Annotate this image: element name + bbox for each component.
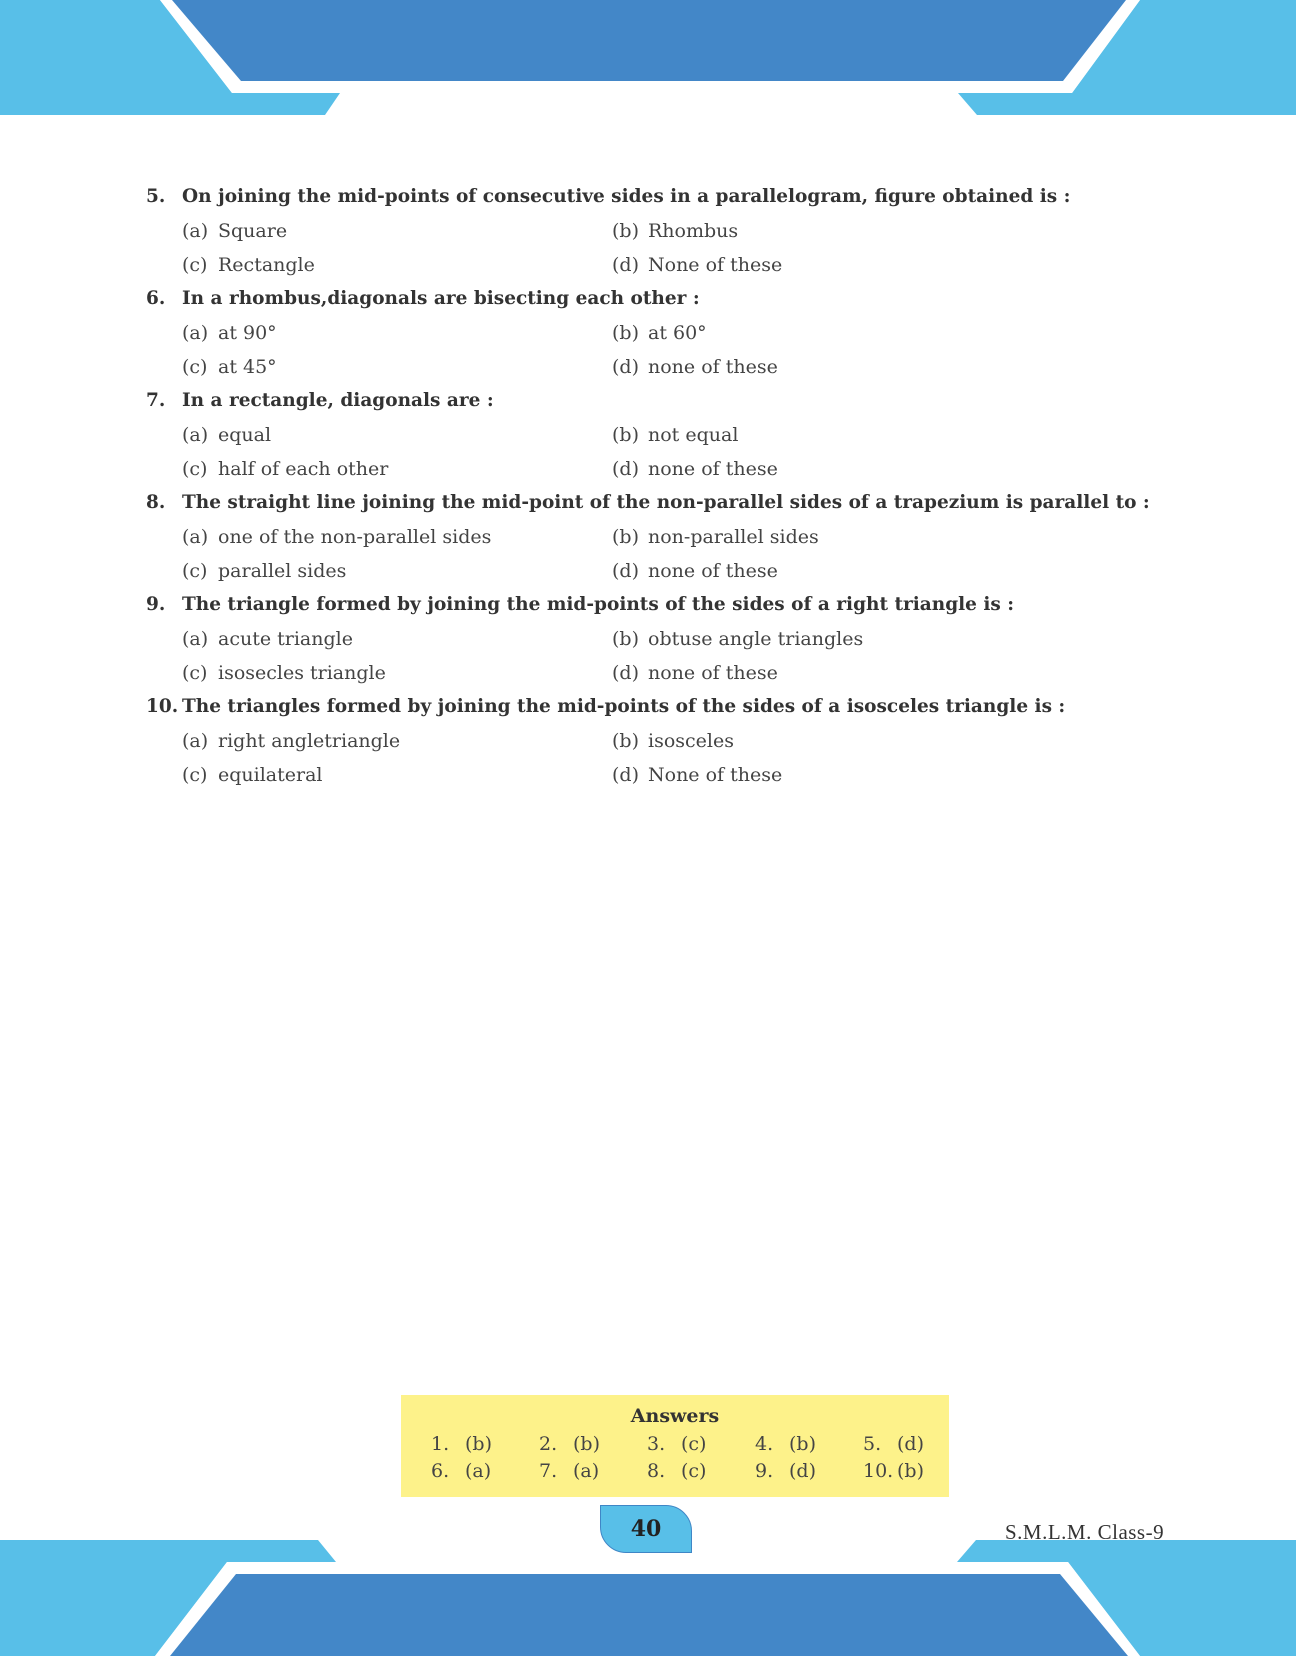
question-text: [146, 387, 1146, 421]
option-a: (a) Square: [182, 220, 288, 242]
question-number: 7.: [146, 390, 166, 411]
footer-decoration: [0, 1540, 1296, 1656]
option-b: (b) isosceles: [612, 730, 734, 752]
option-a: (a) equal: [182, 424, 272, 446]
option-b: (b) Rhombus: [612, 220, 739, 242]
class-label: S.M.L.M. Class-9: [1005, 1520, 1165, 1544]
option-a: (a) right angletriangle: [182, 730, 401, 752]
options: [182, 319, 1146, 387]
answer-item: 6. (a): [431, 1460, 492, 1482]
question-stem: On joining the mid-points of consecutive sides in a parallelogram, figure obtained is :: [182, 186, 1071, 207]
question-item: [146, 285, 1146, 387]
question-text: [146, 285, 1146, 319]
option-a: (a) one of the non-parallel sides: [182, 526, 492, 548]
option-b: (b) non-parallel sides: [612, 526, 819, 548]
option-d: (d) none of these: [612, 458, 778, 480]
answer-item: 2. (b): [539, 1433, 600, 1455]
answers-row: [431, 1433, 971, 1455]
option-b: (b) at 60°: [612, 322, 707, 344]
question-number: 9.: [146, 594, 166, 615]
question-stem: In a rhombus,diagonals are bisecting each other :: [182, 288, 700, 309]
question-stem: The triangle formed by joining the mid-points of the sides of a right triangle is :: [182, 594, 1015, 615]
answer-item: 3. (c): [647, 1433, 707, 1455]
question-number: 10.: [146, 696, 179, 717]
question-stem: The triangles formed by joining the mid-points of the sides of a isosceles triangle is :: [182, 696, 1066, 717]
question-stem: In a rectangle, diagonals are :: [182, 390, 494, 411]
option-b: (b) not equal: [612, 424, 739, 446]
answer-item: 4. (b): [755, 1433, 816, 1455]
question-text: [146, 693, 1146, 727]
option-c: (c) half of each other: [182, 458, 389, 480]
questions-list: [146, 183, 1150, 795]
question-text: [146, 183, 1146, 217]
answers-row: [431, 1460, 971, 1482]
question-item: [146, 387, 1146, 489]
question-text: [146, 489, 1150, 523]
question-number: 6.: [146, 288, 166, 309]
answers-title: Answers: [630, 1405, 720, 1427]
question-stem: The straight line joining the mid-point of the non-parallel sides of a trapezium is parallel to :: [182, 492, 1150, 513]
answer-item: 8. (c): [647, 1460, 707, 1482]
options: [182, 625, 1146, 693]
answer-item: 10. (b): [863, 1460, 924, 1482]
option-c: (c) isosecles triangle: [182, 662, 386, 684]
answer-item: 7. (a): [539, 1460, 600, 1482]
option-d: (d) none of these: [612, 356, 778, 378]
option-d: (d) none of these: [612, 662, 778, 684]
question-item: [146, 693, 1146, 795]
answer-item: 1. (b): [431, 1433, 492, 1455]
header-decoration: [0, 0, 1296, 115]
question-number: 5.: [146, 186, 166, 207]
option-a: (a) acute triangle: [182, 628, 353, 650]
option-d: (d) None of these: [612, 254, 783, 276]
option-a: (a) at 90°: [182, 322, 277, 344]
option-d: (d) none of these: [612, 560, 778, 582]
answer-item: 5. (d): [863, 1433, 924, 1455]
option-c: (c) at 45°: [182, 356, 277, 378]
option-c: (c) parallel sides: [182, 560, 347, 582]
option-c: (c) equilateral: [182, 764, 323, 786]
question-number: 8.: [146, 492, 166, 513]
option-c: (c) Rectangle: [182, 254, 315, 276]
options: [182, 217, 1146, 285]
question-item: [146, 183, 1146, 285]
option-d: (d) None of these: [612, 764, 783, 786]
question-item: [146, 489, 1150, 591]
page-number: 40: [600, 1505, 692, 1553]
header-center-fill: [172, 0, 1126, 81]
question-item: [146, 591, 1146, 693]
answers-box: [401, 1395, 949, 1497]
answer-item: 9. (d): [755, 1460, 816, 1482]
footer-center-fill: [170, 1574, 1128, 1656]
option-b: (b) obtuse angle triangles: [612, 628, 864, 650]
options: [182, 421, 1146, 489]
options: [182, 727, 1146, 795]
options: [182, 523, 1146, 591]
question-text: [146, 591, 1146, 625]
